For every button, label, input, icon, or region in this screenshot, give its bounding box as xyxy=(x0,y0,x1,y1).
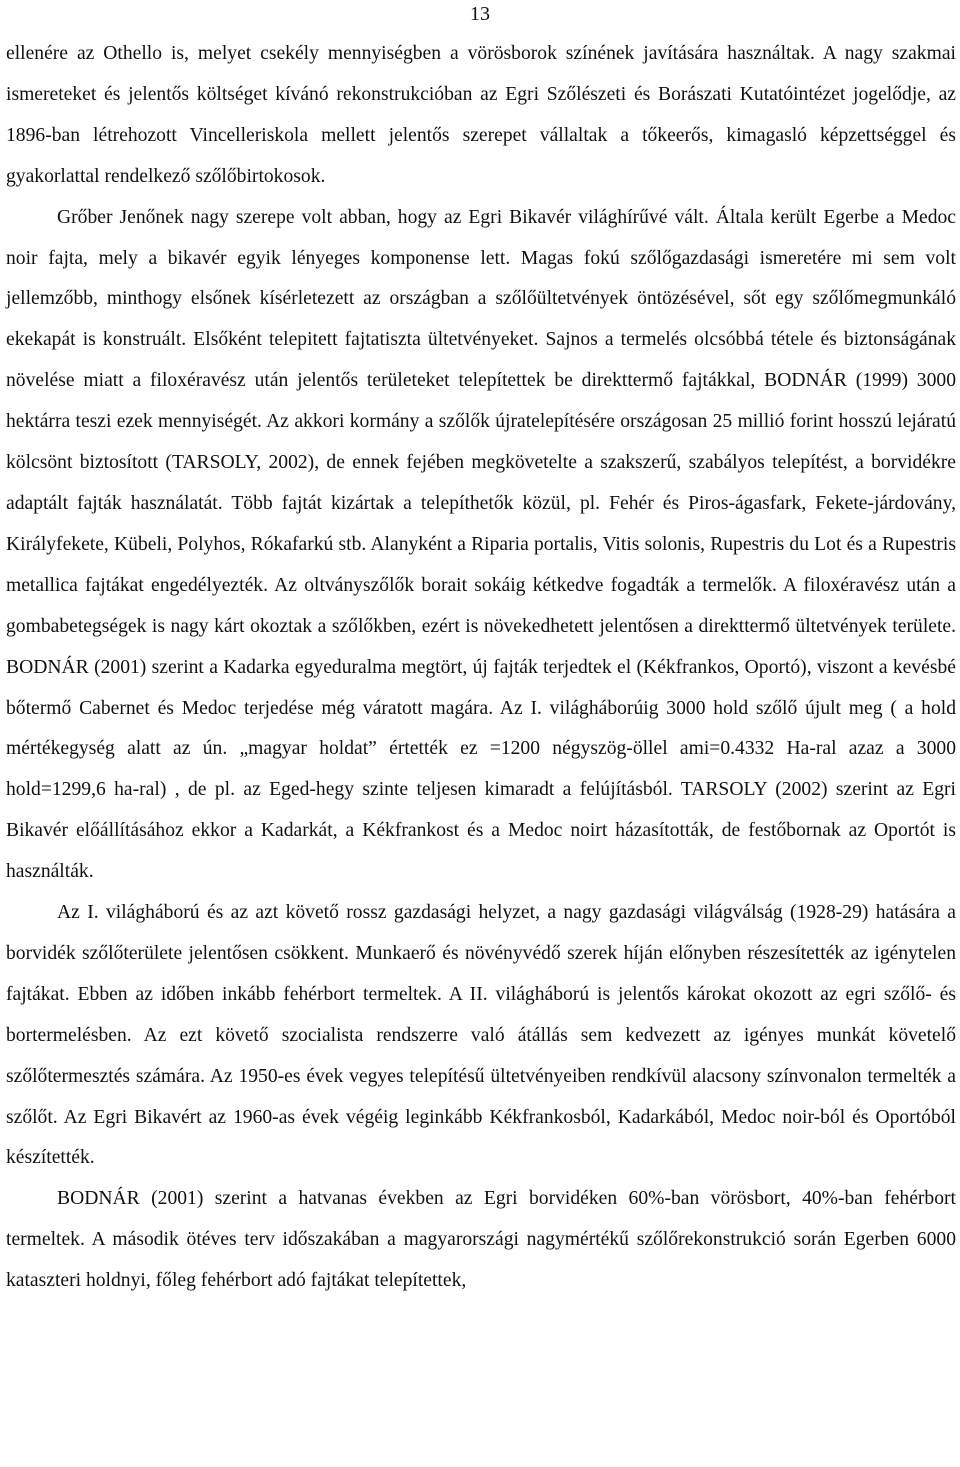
document-body xyxy=(6,34,956,1302)
paragraph-1: ellenére az Othello is, melyet csekély mennyiségben a vörösborok színének javítására használtak. A nagy szakmai ismereteket és jelentős költséget kívánó rekonstrukcióban az Egri Szőlészeti és Borászati Kutatóintézet jogelődje, az 1896-ban létrehozott Vincelleriskola mellett jelentős szerepet vállaltak a tőkeerős, kimagasló képzettséggel és gyakorlattal rendelkező szőlőbirtokosok. xyxy=(6,43,956,187)
page-number: 13 xyxy=(470,3,490,25)
paragraph-3: Az I. világháború és az azt követő rossz gazdasági helyzet, a nagy gazdasági világválság (1928-29) hatására a borvidék szőlőterülete jelentősen csökkent. Munkaerő és növényvédő szerek híján előnyben részesítették az igénytelen fajtákat. Ebben az időben inkább fehérbort termeltek. A II. világháború is jelentős károkat okozott az egri szőlő- és bortermelésben. Az ezt követő szocialista rendszerre való átállás sem kedvezett az igényes munkát követelő szőlőtermesztés számára. Az 1950-es évek vegyes telepítésű ültetvényeiben rendkívül alacsony színvonalon termelték a szőlőt. Az Egri Bikavért az 1960-as évek végéig leginkább Kékfrankosból, Kadarkából, Medoc noir-ból és Oportóból készítették. xyxy=(6,902,956,1169)
paragraph-2: Grőber Jenőnek nagy szerepe volt abban, hogy az Egri Bikavér világhírűvé vált. Általa került Egerbe a Medoc noir fajta, mely a bikavér egyik lényeges komponense lett. Magas fokú szőlőgazdasági ismeretére mi sem volt jellemzőbb, minthogy elsőnek kísérletezett az országban a szőlőültetvények öntözésével, sőt egy szőlőmegmunkáló ekekapát is konstruált. Elsőként telepitett fajtatiszta ültetvényeket. Sajnos a termelés olcsóbbá tétele és biztonságának növelése miatt a filoxéravész után jelentős területeket telepítettek be direkttermő fajtákkal, BODNÁR (1999) 3000 hektárra teszi ezek mennyiségét. Az akkori kormány a szőlők újratelepítésére országosan 25 millió forint hosszú lejáratú kölcsönt biztosított (TARSOLY, 2002), de ennek fejében megkövetelte a szakszerű, szabályos telepítést, a borvidékre adaptált fajták használatát. Több fajtát kizártak a telepíthetők közül, pl. Fehér és Piros-ágasfark, Fekete-járdovány, Királyfekete, Kübeli, Polyhos, Rókafarkú stb. Alanyként a Riparia portalis, Vitis solonis, Rupestris du Lot és a Rupestris metallica fajtákat engedélyezték. Az oltványszőlők borait sokáig kétkedve fogadták a termelők. A filoxéravész után a gombabetegségek is nagy kárt okoztak a szőlőkben, ezért is növekedhetett jelentősen a direkttermő ültetvények területe. BODNÁR (2001) szerint a Kadarka egyeduralma megtört, új fajták terjedtek el (Kékfrankos, Oportó), viszont a kevésbé bőtermő Cabernet és Medoc terjedése még váratott magára. Az I. világháborúig 3000 hold szőlő újult meg ( a hold mértékegység alatt az ún. „magyar holdat” értették ez =1200 négyszög-öllel ami=0.4332 Ha-ral azaz a 3000 hold=1299,6 ha-ral) , de pl. az Eged-hegy szinte teljesen kimaradt a felújításból. TARSOLY (2002) szerint az Egri Bikavér előállításához ekkor a Kadarkát, a Kékfrankost és a Medoc noirt házasították, de festőbornak az Oportót is használták. xyxy=(6,206,956,883)
paragraph-4: BODNÁR (2001) szerint a hatvanas években az Egri borvidéken 60%-ban vörösbort, 40%-ban fehérbort termeltek. A második ötéves terv időszakában a magyarországi nagymértékű szőlőrekonstrukció során Egerben 6000 kataszteri holdnyi, főleg fehérbort adó fajtákat telepítettek, xyxy=(6,1188,956,1292)
